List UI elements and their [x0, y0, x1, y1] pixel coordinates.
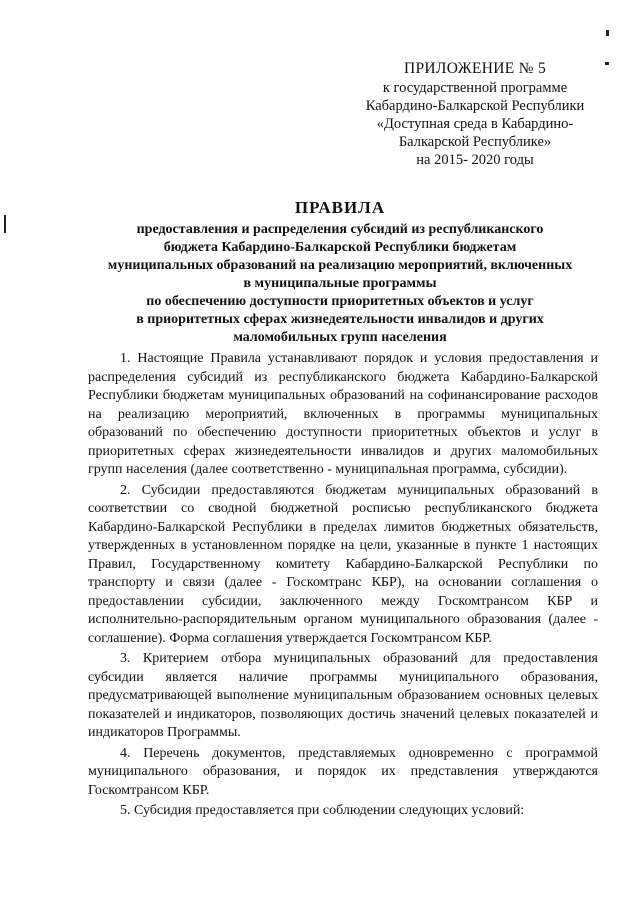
annex-line: к государственной программе	[382, 80, 568, 96]
rules-subtitle-line: по обеспечению доступности приоритетных объектов и услуг	[146, 294, 534, 309]
rules-subtitle-line: в муниципальные программы	[243, 276, 437, 291]
annex-title: ПРИЛОЖЕНИЕ № 5	[403, 60, 547, 77]
paragraph-1: 1. Настоящие Правила устанавливают порядок и условия предоставления и распределения субсидий из республиканского бюджета Кабардино-Балкарской Республики бюджетам муниципальных образований на софинансирование расходов на реализацию мероприятий, включенных в программы муниципальных образований по обеспечению доступности приоритетных объектов и услуг в приоритетных сферах жизнедеятельности инвалидов и других маломобильных групп населения (далее соответственно - муниципальная программа, субсидии).	[88, 351, 598, 477]
rules-subtitle-line: в приоритетных сферах жизнедеятельности инвалидов и других	[136, 312, 544, 327]
scan-mark-top-right	[606, 30, 609, 36]
paragraph-3: 3. Критерием отбора муниципальных образований для предоставления субсидии является наличие программы муниципального образования, предусматривающей выполнение муниципальным образованием основных целевых показателей и индикаторов, позволяющих достичь значений целевых показателей и индикаторов Программы.	[88, 651, 598, 740]
paragraph-5: 5. Субсидия предоставляется при соблюдении следующих условий:	[120, 803, 525, 818]
annex-line: «Доступная среда в Кабардино-	[376, 116, 574, 132]
annex-line: Кабардино-Балкарской Республики	[365, 98, 585, 114]
annex-header	[340, 60, 610, 169]
scan-mark-left	[4, 215, 6, 233]
rules-subtitle-line: муниципальных образований на реализацию мероприятий, включенных	[107, 258, 573, 273]
rules-subtitle-line: маломобильных групп населения	[233, 330, 447, 345]
rules-title-block	[80, 199, 600, 347]
rules-subtitle-line: бюджета Кабардино-Балкарской Республики бюджетам	[163, 240, 517, 255]
paragraph-2: 2. Субсидии предоставляются бюджетам муниципальных образований в соответствии со сводной бюджетной росписью республиканского бюджета Кабардино-Балкарской Республики в пределах лимитов бюджетных обязательств, утвержденных в установленном порядке на цели, указанные в пункте 1 настоящих Правил, Государственному комитету Кабардино-Балкарской Республики по транспорту и связи (далее - Госкомтранс КБР), на основании соглашения о предоставлении субсидии, заключенного между Госкомтрансом КБР и исполнительно-распорядительным органом муниципального образования (далее - соглашение). Форма соглашения утверждается Госкомтрансом КБР.	[88, 482, 598, 646]
paragraph-4: 4. Перечень документов, прeдставляемых одновременно с программой муниципального образования, и порядок их представления утверждаются Госкомтрансом КБР.	[88, 745, 598, 798]
rules-subtitle-line: предоставления и распределения субсидий из республиканского	[136, 222, 544, 237]
annex-line: Балкарской Республике»	[398, 134, 552, 150]
annex-line: на 2015- 2020 годы	[416, 152, 534, 168]
rules-heading: ПРАВИЛА	[294, 198, 386, 217]
document-body	[88, 350, 598, 823]
